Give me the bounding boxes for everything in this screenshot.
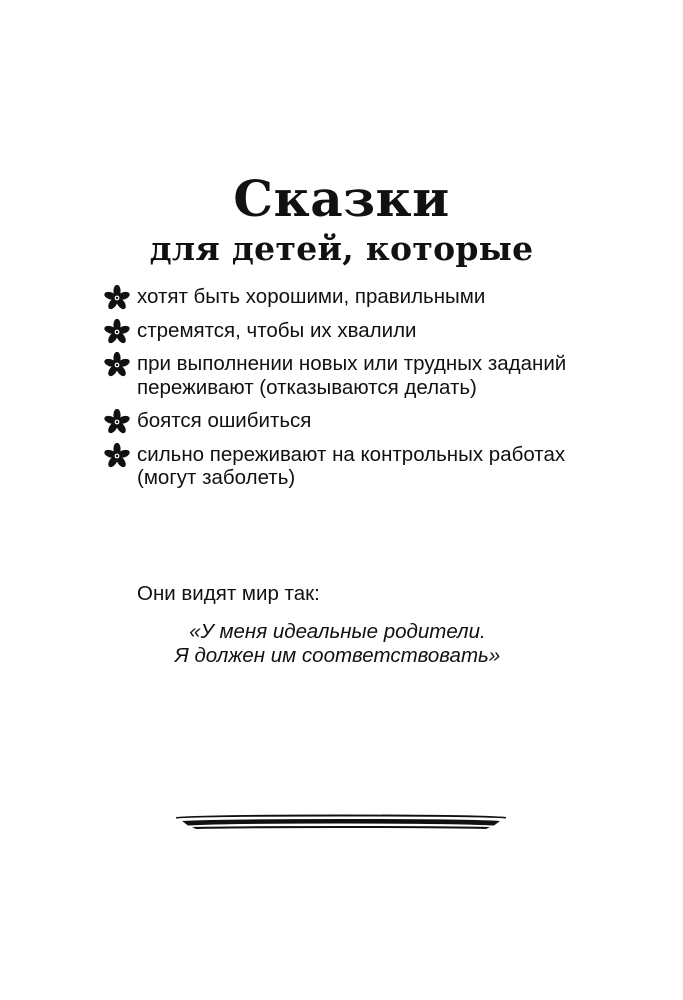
list-item-text: боятся ошибиться [137,409,312,432]
page-subtitle: для детей, которые [149,229,534,268]
divider-ornament [176,813,506,837]
list-item-text: при выполнении новых или трудных заданий переживают (отказываются делать) [137,352,567,399]
bullet-list [100,285,580,500]
quote-line-2: Я должен им соответствовать» [174,644,501,667]
flower-icon [102,409,132,435]
quote [0,620,683,668]
flower-icon [102,352,132,378]
list-item-text: хотят быть хорошими, правильными [137,285,486,308]
list-item [100,352,580,399]
list-item-text: сильно переживают на контрольных работах (могут заболеть) [137,442,566,489]
flower-icon [102,319,132,345]
list-item [100,319,580,343]
list-item [100,443,580,490]
flower-icon [102,285,132,311]
list-item-text: стремятся, чтобы их хвалили [137,318,417,342]
page-title: Сказки [233,169,450,228]
list-item [100,285,580,309]
flower-icon [102,443,132,469]
intro-text: Они видят мир так: [137,582,320,605]
quote-line-1: «У меня идеальные родители. [189,620,486,643]
list-item [100,409,580,433]
